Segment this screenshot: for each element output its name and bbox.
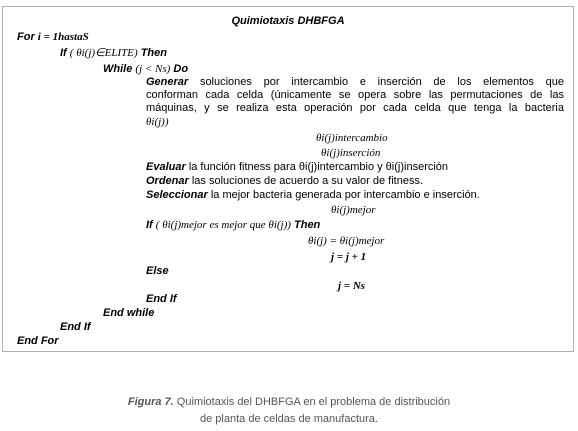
if-keyword: If	[60, 47, 67, 59]
while-expression: (j < Ns)	[135, 63, 171, 75]
end-if-inner: End If	[146, 293, 177, 305]
formula-insercion: θi(j)inserción	[321, 147, 381, 159]
seleccionar-text: la mejor bacteria generada por intercambio e inserción.	[210, 189, 480, 201]
generar-text-1: soluciones por intercambio e inserción de los elementos que	[199, 76, 564, 88]
while-line	[103, 63, 188, 76]
formula-intercambio: θi(j)intercambio	[316, 132, 388, 144]
formula-mejor: θi(j)mejor	[331, 204, 376, 216]
for-line	[17, 31, 89, 44]
do-keyword: Do	[173, 63, 189, 75]
generar-line-2: conforman cada celda (únicamente se opera sobre las permutaciones de las	[146, 89, 564, 101]
generar-line-4: θi(j))	[146, 116, 169, 128]
if-mejor-expression: ( θi(j)mejor es mejor que θi(j))	[155, 219, 291, 231]
seleccionar-keyword: Seleccionar	[146, 189, 208, 201]
caption-label: Figura 7.	[127, 396, 174, 408]
evaluar-text: la función fitness para θi(j)intercambio y θi(j)inserción	[188, 161, 449, 173]
if-elite-expression: ( θi(j)∈ELITE)	[69, 47, 138, 59]
end-if-outer: End If	[60, 321, 91, 333]
evaluar-keyword: Evaluar	[146, 161, 186, 173]
generar-line-3: máquinas, y se realiza esta operación por cada celda que tenga la bacteria	[146, 102, 564, 114]
caption-line-2: de planta de celdas de manufactura.	[200, 413, 378, 425]
generar-line-1	[146, 76, 564, 89]
while-keyword: While	[103, 63, 133, 75]
evaluar-line	[146, 161, 448, 174]
end-while: End while	[103, 307, 155, 319]
formula-increment: j = j + 1	[331, 251, 367, 263]
then-keyword: Then	[140, 47, 167, 59]
end-for: End For	[17, 335, 59, 347]
ordenar-keyword: Ordenar	[146, 175, 189, 187]
if-keyword-2: If	[146, 219, 153, 231]
for-expression: i = 1hastaS	[37, 31, 89, 43]
figure-caption	[0, 394, 578, 428]
caption-line-1	[0, 394, 578, 411]
formula-j-ns: j = Ns	[338, 280, 366, 292]
algorithm-title: Quimiotaxis DHBFGA	[231, 15, 345, 27]
for-keyword: For	[17, 31, 35, 43]
ordenar-line	[146, 175, 423, 188]
algorithm-box	[2, 6, 574, 352]
then-keyword-2: Then	[294, 219, 321, 231]
seleccionar-line	[146, 189, 480, 202]
if-mejor-line	[146, 219, 320, 232]
caption-text-1: Quimiotaxis del DHBFGA en el problema de distribución	[176, 396, 451, 408]
ordenar-text: las soluciones de acuerdo a su valor de fitness.	[191, 175, 423, 187]
formula-assign: θi(j) = θi(j)mejor	[308, 235, 385, 247]
generar-keyword: Generar	[146, 76, 189, 88]
if-elite-line	[60, 47, 167, 60]
else-keyword: Else	[146, 265, 169, 277]
